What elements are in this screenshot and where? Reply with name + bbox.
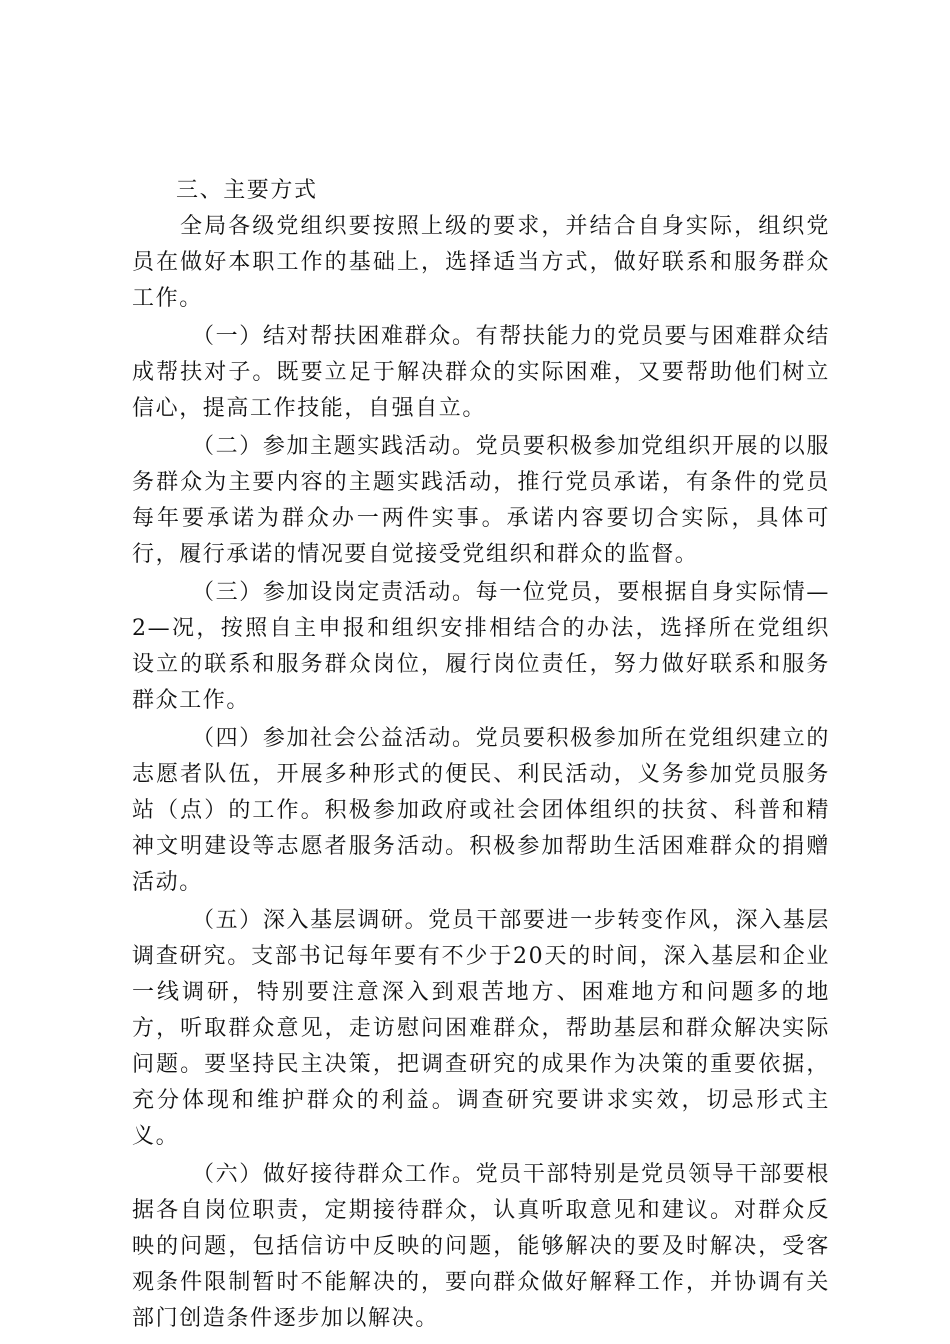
paragraph-item-4: （四）参加社会公益活动。党员要积极参加所在党组织建立的志愿者队伍，开展多种形式的便民、利民活动，义务参加党员服务站（点）的工作。积极参加政府或社会团体组织的扶贫、科普和精神文明建设等志愿者服务活动。积极参加帮助生活困难群众的捐赠活动。: [132, 726, 830, 895]
document-body: [132, 173, 830, 1339]
paragraph-item-3: （三）参加设岗定责活动。每一位党员，要根据自身实际情—2—况，按照自主申报和组织安排相结合的办法，选择所在党组织设立的联系和服务群众岗位，履行岗位责任，努力做好联系和服务群众工作。: [132, 580, 830, 713]
paragraph-item-6: （六）做好接待群众工作。党员干部特别是党员领导干部要根据各自岗位职责，定期接待群众，认真听取意见和建议。对群众反映的问题，包括信访中反映的问题，能够解决的要及时解决，受客观条件限制暂时不能解决的，要向群众做好解释工作，并协调有关部门创造条件逐步加以解决。: [132, 1162, 830, 1331]
paragraph-item-1: （一）结对帮扶困难群众。有帮扶能力的党员要与困难群众结成帮扶对子。既要立足于解决群众的实际困难，又要帮助他们树立信心，提高工作技能，自强自立。: [132, 324, 830, 421]
intro-paragraph: 全局各级党组织要按照上级的要求，并结合自身实际，组织党员在做好本职工作的基础上，选择适当方式，做好联系和服务群众工作。: [132, 214, 830, 311]
paragraph-item-5: （五）深入基层调研。党员干部要进一步转变作风，深入基层调查研究。支部书记每年要有不少于20天的时间，深入基层和企业一线调研，特别要注意深入到艰苦地方、困难地方和问题多的地方，听取群众意见，走访慰问困难群众，帮助基层和群众解决实际问题。要坚持民主决策，把调查研究的成果作为决策的重要依据，充分体现和维护群众的利益。调查研究要讲求实效，切忌形式主义。: [132, 908, 830, 1149]
section-heading: 三、主要方式: [176, 178, 318, 203]
paragraph-item-2: （二）参加主题实践活动。党员要积极参加党组织开展的以服务群众为主要内容的主题实践活动，推行党员承诺，有条件的党员每年要承诺为群众办一两件实事。承诺内容要切合实际，具体可行，履行承诺的情况要自觉接受党组织和群众的监督。: [132, 434, 830, 567]
